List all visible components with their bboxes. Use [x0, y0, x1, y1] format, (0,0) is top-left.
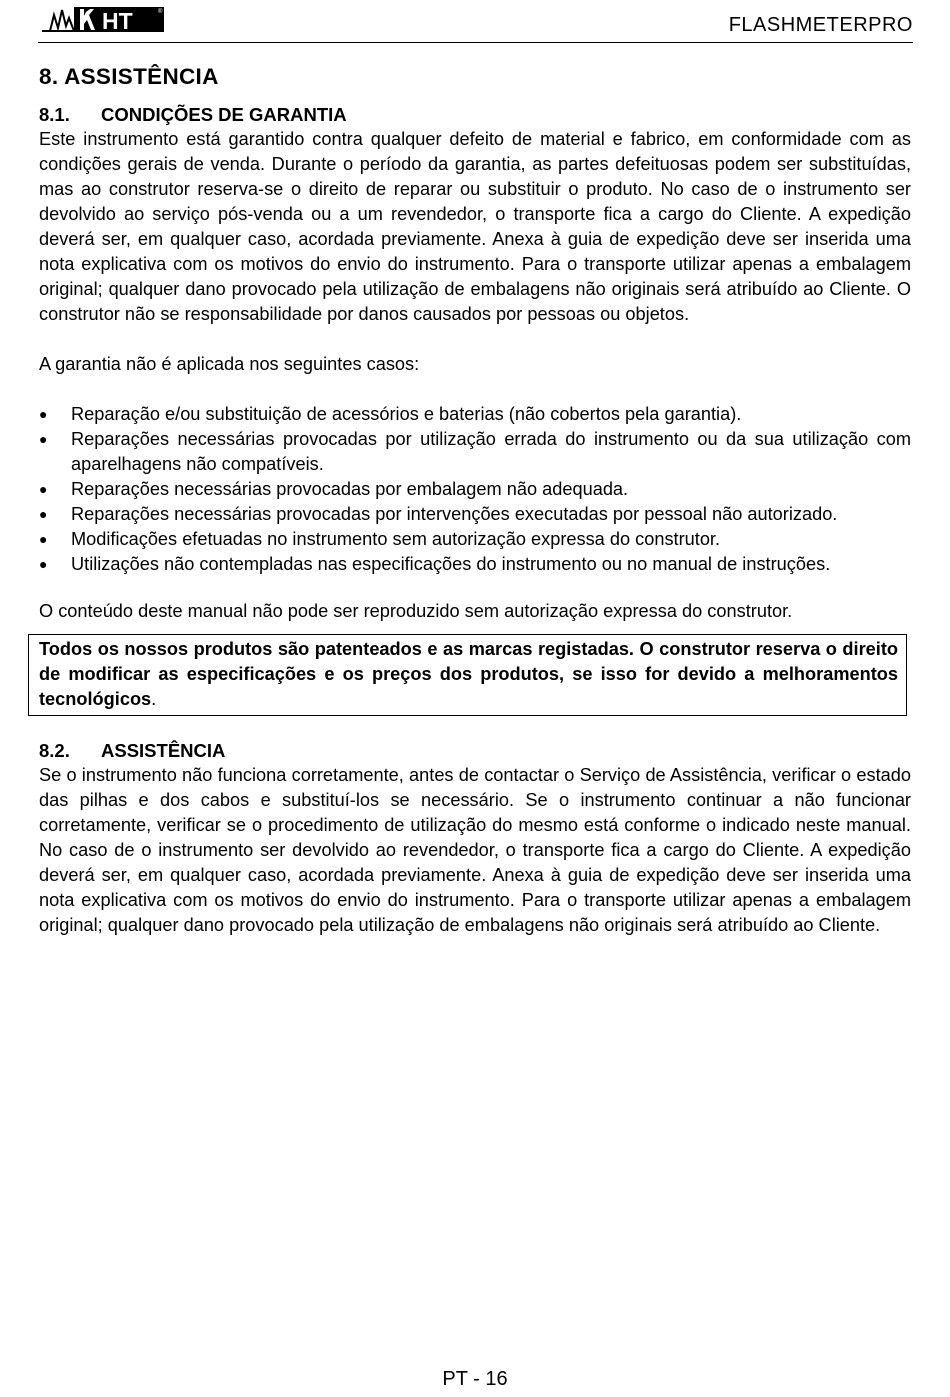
patent-notice: Todos os nossos produtos são patenteados e as marcas registadas. O construtor reserva o direito de modificar as especificações e os preços dos produtos, se isso for devido a melhoramentos tecnológicos — [39, 639, 898, 709]
assistance-title: ASSISTÊNCIA — [101, 740, 226, 761]
patent-notice-end: . — [151, 689, 157, 709]
bullet-icon: ● — [39, 406, 48, 422]
warranty-body: Este instrumento está garantido contra qualquer defeito de material e fabrico, em conformidade com as condições gerais de venda. Durante o período da garantia, as partes defeituosas podem ser substituídas, mas ao construtor reserva-se o direito de reparar ou substituir o produto. No caso de o instrumento ser devolvido ao serviço pós-venda ou a um revendedor, o transporte fica a cargo do Cliente. A expedição deverá ser, em qualquer caso, acordada previamente. Anexa à guia de expedição deve ser inserida uma nota explicativa com os motivos do envio do instrumento. Para o transporte utilizar apenas a embalagem original; qualquer dano provocado pela utilização de embalagens não originais será atribuído ao Cliente. O construtor não se responsabilidade por danos causados por pessoas ou objetos. — [39, 129, 911, 324]
page-number: PT - 16 — [442, 1368, 508, 1390]
bullet-icon: ● — [39, 531, 48, 547]
warranty-title: CONDIÇÕES DE GARANTIA — [101, 104, 347, 125]
bullet-icon: ● — [39, 481, 48, 497]
warranty-heading — [39, 102, 911, 127]
section-title: 8. ASSISTÊNCIA — [39, 64, 219, 89]
assistance-number: 8.2. — [39, 740, 70, 761]
page-content — [39, 62, 911, 938]
svg-text:HT: HT — [102, 8, 133, 34]
warranty-number: 8.1. — [39, 104, 70, 125]
copyright-note: O conteúdo deste manual não pode ser reproduzido sem autorização expressa do construtor. — [39, 601, 793, 621]
bullet-icon: ● — [39, 431, 48, 447]
svg-text:®: ® — [158, 9, 163, 15]
list-item: ● Modificações efetuadas no instrumento sem autorização expressa do construtor. — [39, 527, 911, 552]
ht-logo — [40, 4, 166, 34]
assistance-body: Se o instrumento não funciona corretamente, antes de contactar o Serviço de Assistência, verificar o estado das pilhas e dos cabos e substituí-los se necessário. Se o instrumento continuar a não funcionar corretamente, verificar se o procedimento de utilização do mesmo está conforme o indicado neste manual. No caso de o instrumento ser devolvido ao revendedor, o transporte fica a cargo do Cliente. A expedição deverá ser, em qualquer caso, acordada previamente. Anexa à guia de expedição deve ser inserida uma nota explicativa com os motivos do envio do instrumento. Para o transporte utilizar apenas a embalagem original; qualquer dano provocado pela utilização de embalagens não originais será atribuído ao Cliente. — [39, 765, 911, 935]
assistance-heading — [39, 738, 911, 763]
document-name: FLASHMETERPRO — [728, 14, 913, 36]
bullet-icon: ● — [39, 506, 48, 522]
exclusions-list — [39, 402, 911, 577]
page-header — [38, 0, 913, 43]
list-item: ● Utilizações não contempladas nas especificações do instrumento ou no manual de instruções. — [39, 552, 911, 577]
list-item: ● Reparações necessárias provocadas por utilização errada do instrumento ou da sua utilização com aparelhagens não compatíveis. — [39, 427, 911, 477]
patent-notice-box — [28, 634, 907, 716]
list-item: ● Reparações necessárias provocadas por intervenções executadas por pessoal não autorizado. — [39, 502, 911, 527]
list-item: ● Reparação e/ou substituição de acessórios e baterias (não cobertos pela garantia). — [39, 402, 911, 427]
bullet-icon: ● — [39, 556, 48, 572]
exclusions-intro: A garantia não é aplicada nos seguintes casos: — [39, 354, 420, 374]
list-item: ● Reparações necessárias provocadas por embalagem não adequada. — [39, 477, 911, 502]
